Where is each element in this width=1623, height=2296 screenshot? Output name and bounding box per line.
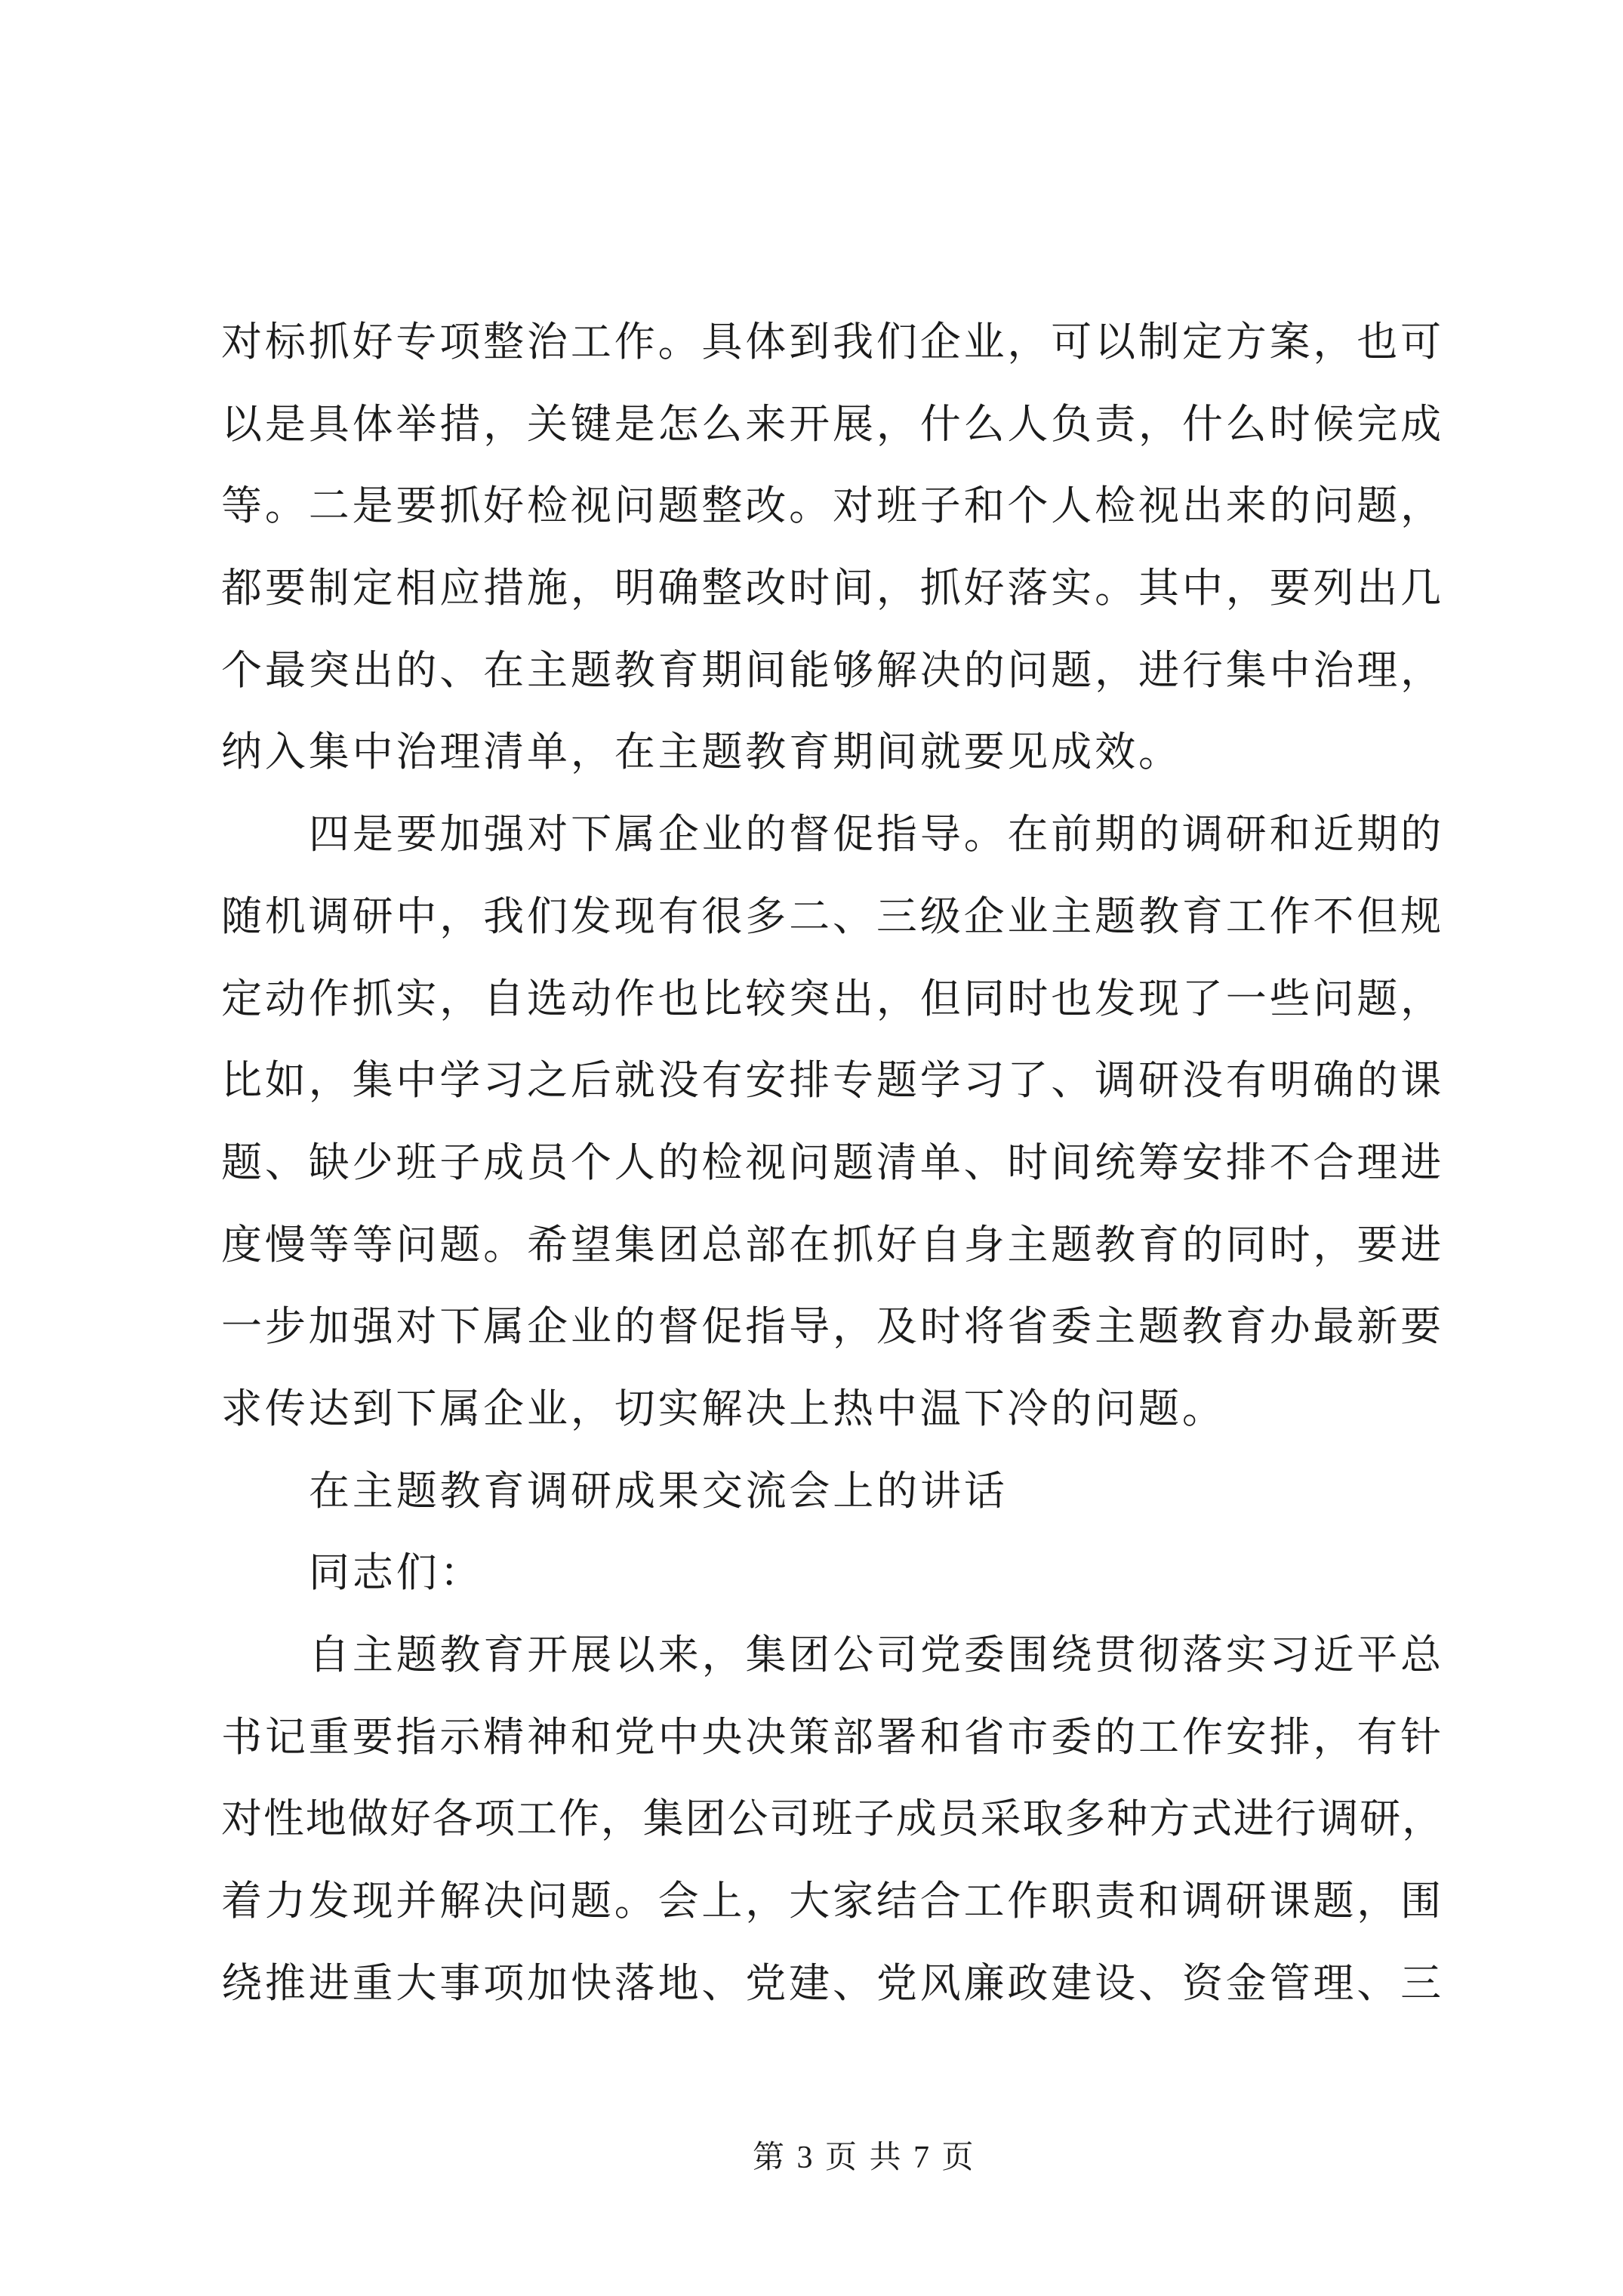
page-footer: 第 3 页 共 7 页 [753,2140,976,2175]
text-line: 四是要加强对下属企业的督促指导。在前期的调研和近期的 [309,812,1444,858]
text-line: 对标抓好专项整治工作。具体到我们企业，可以制定方案，也可 [221,319,1444,365]
text-line: 自主题教育开展以来，集团公司党委围绕贯彻落实习近平总 [309,1632,1444,1678]
text-line: 度慢等等问题。希望集团总部在抓好自身主题教育的同时，要进 [221,1222,1444,1268]
text-line: 书记重要指示精神和党中央决策部署和省市委的工作安排，有针 [221,1714,1444,1760]
text-line: 定动作抓实，自选动作也比较突出，但同时也发现了一些问题， [221,975,1444,1022]
body-paragraph [221,794,1444,1450]
salutation: 同志们： [309,1550,484,1596]
text-line: 等。二是要抓好检视问题整改。对班子和个人检视出来的问题， [221,483,1444,529]
text-line: 对性地做好各项工作，集团公司班子成员采取多种方式进行调研， [221,1796,1444,1842]
speech-title: 在主题教育调研成果交流会上的讲话 [309,1468,1008,1514]
text-line: 着力发现并解决问题。会上，大家结合工作职责和调研课题，围 [221,1878,1444,1925]
text-line: 题、缺少班子成员个人的检视问题清单、时间统筹安排不合理进 [221,1139,1444,1185]
text-line: 求传达到下属企业，切实解决上热中温下冷的问题。 [221,1385,1226,1432]
text-line: 一步加强对下属企业的督促指导，及时将省委主题教育办最新要 [221,1304,1444,1350]
text-line: 个最突出的、在主题教育期间能够解决的问题，进行集中治理， [221,647,1444,693]
text-line: 比如，集中学习之后就没有安排专题学习了、调研没有明确的课 [221,1058,1444,1104]
text-line: 以是具体举措，关键是怎么来开展，什么人负责，什么时候完成 [221,401,1444,447]
text-line: 绕推进重大事项加快落地、党建、党风廉政建设、资金管理、三 [221,1960,1444,2006]
document-body [221,301,1444,2024]
text-line: 纳入集中治理清单，在主题教育期间就要见成效。 [221,729,1182,775]
body-paragraph [221,1614,1444,2024]
body-paragraph [221,301,1444,794]
text-line: 都要制定相应措施，明确整改时间，抓好落实。其中，要列出几 [221,566,1444,612]
text-line: 随机调研中，我们发现有很多二、三级企业主题教育工作不但规 [221,893,1444,939]
